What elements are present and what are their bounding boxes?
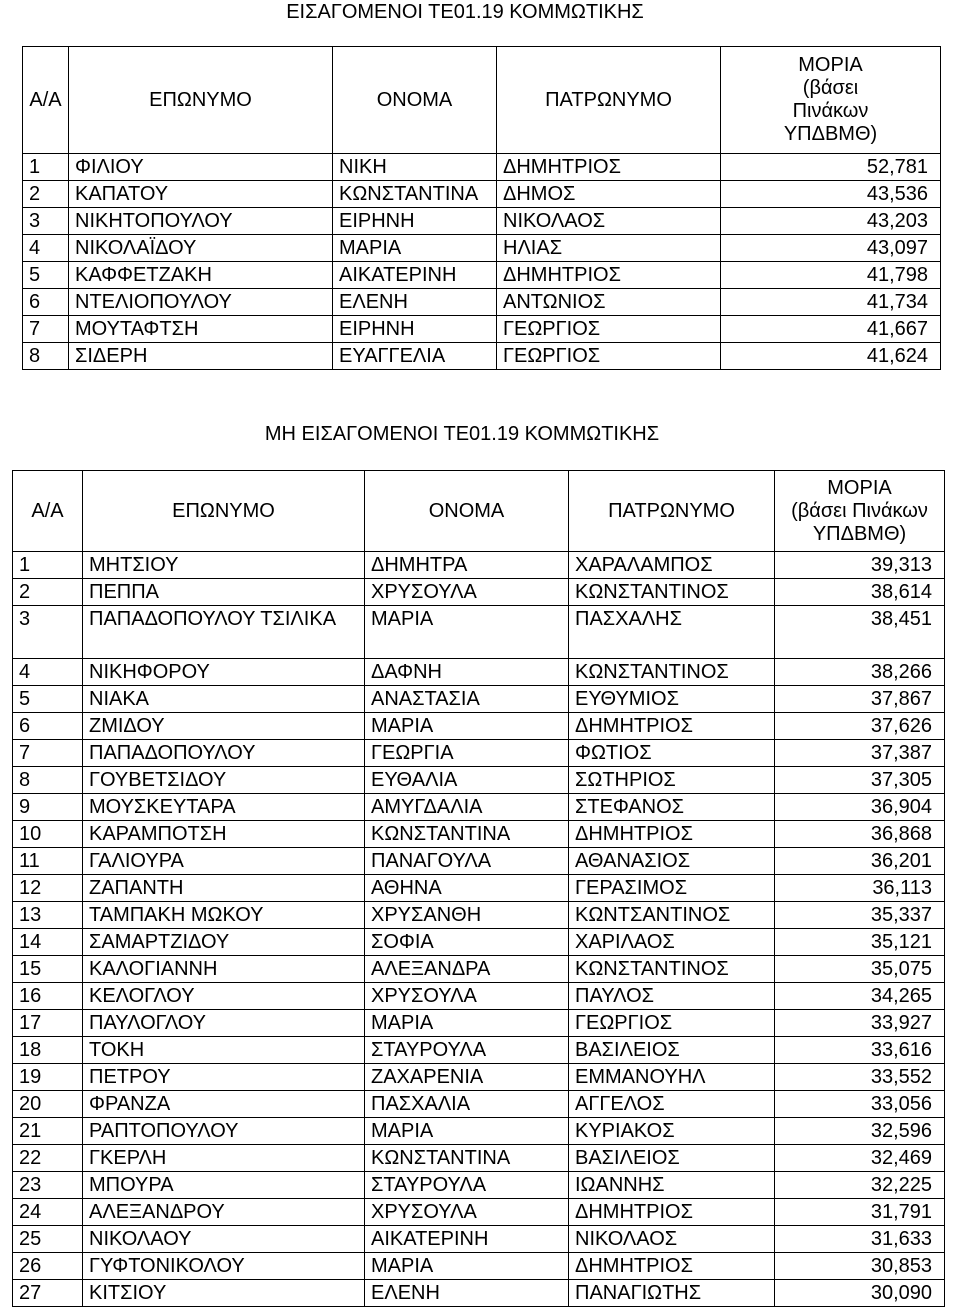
row-number: 12 (13, 875, 83, 902)
surname-cell: ΑΛΕΞΑΝΔΡΟΥ (83, 1199, 365, 1226)
row-number: 17 (13, 1010, 83, 1037)
row-number: 24 (13, 1199, 83, 1226)
points-cell: 43,097 (721, 235, 941, 262)
father-name-cell: ΚΩΝΣΤΑΝΤΙΝΟΣ (569, 659, 775, 686)
table-header-row (13, 471, 945, 552)
surname-cell: ΚΑΛΟΓΙΑΝΝΗ (83, 956, 365, 983)
father-name-cell: ΔΗΜΗΤΡΙΟΣ (569, 821, 775, 848)
table-row (13, 1172, 945, 1199)
name-cell: ΠΑΣΧΑΛΙΑ (365, 1091, 569, 1118)
table-row (13, 902, 945, 929)
name-cell: ΧΡΥΣΟΥΛΑ (365, 983, 569, 1010)
father-name-cell: ΝΙΚΟΛΑΟΣ (569, 1226, 775, 1253)
row-number: 19 (13, 1064, 83, 1091)
points-cell: 30,090 (775, 1280, 945, 1307)
points-cell: 41,624 (721, 343, 941, 370)
table-row (23, 181, 941, 208)
father-name-cell: ΑΝΤΩΝΙΟΣ (497, 289, 721, 316)
father-name-cell: ΠΑΥΛΟΣ (569, 983, 775, 1010)
header-points (775, 471, 945, 552)
surname-cell: ΖΜΙΔΟΥ (83, 713, 365, 740)
header-surname: ΕΠΩΝΥΜΟ (83, 471, 365, 552)
father-name-cell: ΦΩΤΙΟΣ (569, 740, 775, 767)
name-cell: ΚΩΝΣΤΑΝΤΙΝΑ (365, 1145, 569, 1172)
points-cell: 36,201 (775, 848, 945, 875)
name-cell: ΔΑΦΝΗ (365, 659, 569, 686)
table-row (13, 767, 945, 794)
row-number: 5 (13, 686, 83, 713)
surname-cell: ΓΥΦΤΟΝΙΚΟΛΟΥ (83, 1253, 365, 1280)
father-name-cell: ΗΛΙΑΣ (497, 235, 721, 262)
surname-cell: ΠΑΠΑΔΟΠΟΥΛΟΥ ΤΣΙΛΙΚΑ (83, 606, 365, 659)
header-points-line2: (βάσει Πινάκων (791, 499, 928, 522)
table-row (13, 713, 945, 740)
name-cell: ΕΙΡΗΝΗ (333, 208, 497, 235)
surname-cell: ΖΑΠΑΝΤΗ (83, 875, 365, 902)
father-name-cell: ΒΑΣΙΛΕΙΟΣ (569, 1145, 775, 1172)
surname-cell: ΝΙΚΗΦΟΡΟΥ (83, 659, 365, 686)
father-name-cell: ΚΩΝΣΤΑΝΤΙΝΟΣ (569, 956, 775, 983)
row-number: 2 (13, 579, 83, 606)
father-name-cell: ΔΗΜΟΣ (497, 181, 721, 208)
name-cell: ΖΑΧΑΡΕΝΙΑ (365, 1064, 569, 1091)
name-cell: ΚΩΝΣΤΑΝΤΙΝΑ (365, 821, 569, 848)
name-cell: ΑΝΑΣΤΑΣΙΑ (365, 686, 569, 713)
name-cell: ΧΡΥΣΟΥΛΑ (365, 579, 569, 606)
points-cell: 36,904 (775, 794, 945, 821)
row-number: 18 (13, 1037, 83, 1064)
row-number: 16 (13, 983, 83, 1010)
surname-cell: ΤΟΚΗ (83, 1037, 365, 1064)
row-number: 8 (13, 767, 83, 794)
name-cell: ΠΑΝΑΓΟΥΛΑ (365, 848, 569, 875)
row-number: 10 (13, 821, 83, 848)
table-row (13, 1226, 945, 1253)
name-cell: ΜΑΡΙΑ (365, 606, 569, 659)
row-number: 27 (13, 1280, 83, 1307)
points-cell: 38,266 (775, 659, 945, 686)
header-points (721, 47, 941, 154)
points-cell: 43,203 (721, 208, 941, 235)
points-cell: 38,451 (775, 606, 945, 659)
surname-cell: ΠΕΤΡΟΥ (83, 1064, 365, 1091)
name-cell: ΑΙΚΑΤΕΡΙΝΗ (365, 1226, 569, 1253)
surname-cell: ΜΗΤΣΙΟΥ (83, 552, 365, 579)
table-row (23, 154, 941, 181)
points-cell: 30,853 (775, 1253, 945, 1280)
surname-cell: ΓΚΕΡΛΗ (83, 1145, 365, 1172)
row-number: 14 (13, 929, 83, 956)
surname-cell: ΚΑΦΦΕΤΖΑΚΗ (69, 262, 333, 289)
name-cell: ΑΛΕΞΑΝΔΡΑ (365, 956, 569, 983)
name-cell: ΕΙΡΗΝΗ (333, 316, 497, 343)
father-name-cell: ΧΑΡΑΛΑΜΠΟΣ (569, 552, 775, 579)
father-name-cell: ΓΕΡΑΣΙΜΟΣ (569, 875, 775, 902)
father-name-cell: ΑΘΑΝΑΣΙΟΣ (569, 848, 775, 875)
table-row (23, 262, 941, 289)
table-row (13, 1010, 945, 1037)
table-row (13, 1064, 945, 1091)
father-name-cell: ΙΩΑΝΝΗΣ (569, 1172, 775, 1199)
row-number: 3 (13, 606, 83, 659)
table-row (13, 956, 945, 983)
header-name: ΟΝΟΜΑ (333, 47, 497, 154)
name-cell: ΚΩΝΣΤΑΝΤΙΝΑ (333, 181, 497, 208)
points-cell: 41,798 (721, 262, 941, 289)
table-row (13, 848, 945, 875)
table-row (23, 208, 941, 235)
header-points-line1: ΜΟΡΙΑ (827, 476, 892, 499)
points-cell: 43,536 (721, 181, 941, 208)
header-points-line2: (βάσει (802, 77, 859, 99)
points-cell: 41,734 (721, 289, 941, 316)
table-row (13, 740, 945, 767)
points-cell: 38,614 (775, 579, 945, 606)
surname-cell: ΚΙΤΣΙΟΥ (83, 1280, 365, 1307)
header-father: ΠΑΤΡΩΝΥΜΟ (569, 471, 775, 552)
table-row (13, 875, 945, 902)
row-number: 7 (23, 316, 69, 343)
surname-cell: ΦΡΑΝΖΑ (83, 1091, 365, 1118)
father-name-cell: ΕΥΘΥΜΙΟΣ (569, 686, 775, 713)
row-number: 21 (13, 1118, 83, 1145)
row-number: 8 (23, 343, 69, 370)
row-number: 1 (13, 552, 83, 579)
points-cell: 31,791 (775, 1199, 945, 1226)
name-cell: ΕΥΑΓΓΕΛΙΑ (333, 343, 497, 370)
not-admitted-table (12, 470, 945, 1307)
table-row (13, 1037, 945, 1064)
father-name-cell: ΔΗΜΗΤΡΙΟΣ (497, 262, 721, 289)
father-name-cell: ΚΩΝΣΤΑΝΤΙΝΟΣ (569, 579, 775, 606)
points-cell: 37,867 (775, 686, 945, 713)
father-name-cell: ΔΗΜΗΤΡΙΟΣ (569, 1253, 775, 1280)
surname-cell: ΠΑΠΑΔΟΠΟΥΛΟΥ (83, 740, 365, 767)
surname-cell: ΚΕΛΟΓΛΟΥ (83, 983, 365, 1010)
section2-title: ΜΗ ΕΙΣΑΓΟΜΕΝΟΙ ΤΕ01.19 ΚΟΜΜΩΤΙΚΗΣ (264, 423, 660, 445)
points-cell: 39,313 (775, 552, 945, 579)
father-name-cell: ΓΕΩΡΓΙΟΣ (497, 343, 721, 370)
points-cell: 36,868 (775, 821, 945, 848)
row-number: 15 (13, 956, 83, 983)
points-cell: 52,781 (721, 154, 941, 181)
father-name-cell: ΕΜΜΑΝΟΥΗΛ (569, 1064, 775, 1091)
table-row (23, 235, 941, 262)
surname-cell: ΝΙΚΟΛΑΟΥ (83, 1226, 365, 1253)
father-name-cell: ΔΗΜΗΤΡΙΟΣ (497, 154, 721, 181)
name-cell: ΜΑΡΙΑ (365, 1253, 569, 1280)
section1-title: ΕΙΣΑΓΟΜΕΝΟΙ ΤΕ01.19 ΚΟΜΜΩΤΙΚΗΣ (286, 1, 644, 23)
surname-cell: ΣΑΜΑΡΤΖΙΔΟΥ (83, 929, 365, 956)
table-row (23, 343, 941, 370)
header-aa: Α/Α (23, 47, 69, 154)
table-row (13, 659, 945, 686)
surname-cell: ΝΙΚΗΤΟΠΟΥΛΟΥ (69, 208, 333, 235)
surname-cell: ΓΟΥΒΕΤΣΙΔΟΥ (83, 767, 365, 794)
table-row (13, 1280, 945, 1307)
name-cell: ΜΑΡΙΑ (365, 1010, 569, 1037)
header-surname: ΕΠΩΝΥΜΟ (69, 47, 333, 154)
surname-cell: ΚΑΡΑΜΠΟΤΣΗ (83, 821, 365, 848)
surname-cell: ΤΑΜΠΑΚΗ ΜΩΚΟΥ (83, 902, 365, 929)
father-name-cell: ΓΕΩΡΓΙΟΣ (569, 1010, 775, 1037)
points-cell: 32,596 (775, 1118, 945, 1145)
points-cell: 32,469 (775, 1145, 945, 1172)
surname-cell: ΜΠΟΥΡΑ (83, 1172, 365, 1199)
header-points-line3: Πινάκων (792, 100, 869, 122)
table-row (13, 579, 945, 606)
name-cell: ΑΙΚΑΤΕΡΙΝΗ (333, 262, 497, 289)
father-name-cell: ΧΑΡΙΛΑΟΣ (569, 929, 775, 956)
father-name-cell: ΠΑΣΧΑΛΗΣ (569, 606, 775, 659)
name-cell: ΕΛΕΝΗ (333, 289, 497, 316)
row-number: 6 (13, 713, 83, 740)
row-number: 4 (13, 659, 83, 686)
row-number: 13 (13, 902, 83, 929)
name-cell: ΣΟΦΙΑ (365, 929, 569, 956)
father-name-cell: ΝΙΚΟΛΑΟΣ (497, 208, 721, 235)
points-cell: 37,387 (775, 740, 945, 767)
name-cell: ΓΕΩΡΓΙΑ (365, 740, 569, 767)
header-points-line1: ΜΟΡΙΑ (798, 54, 863, 76)
surname-cell: ΝΙΚΟΛΑΪΔΟΥ (69, 235, 333, 262)
row-number: 7 (13, 740, 83, 767)
surname-cell: ΝΙΑΚΑ (83, 686, 365, 713)
header-father: ΠΑΤΡΩΝΥΜΟ (497, 47, 721, 154)
father-name-cell: ΠΑΝΑΓΙΩΤΗΣ (569, 1280, 775, 1307)
table-row (13, 929, 945, 956)
table-row (13, 1253, 945, 1280)
name-cell: ΕΛΕΝΗ (365, 1280, 569, 1307)
points-cell: 35,075 (775, 956, 945, 983)
points-cell: 33,056 (775, 1091, 945, 1118)
name-cell: ΣΤΑΥΡΟΥΛΑ (365, 1172, 569, 1199)
surname-cell: ΚΑΠΑΤΟΥ (69, 181, 333, 208)
row-number: 25 (13, 1226, 83, 1253)
father-name-cell: ΑΓΓΕΛΟΣ (569, 1091, 775, 1118)
points-cell: 37,305 (775, 767, 945, 794)
table-row (13, 821, 945, 848)
surname-cell: ΜΟΥΣΚΕΥΤΑΡΑ (83, 794, 365, 821)
surname-cell: ΡΑΠΤΟΠΟΥΛΟΥ (83, 1118, 365, 1145)
name-cell: ΔΗΜΗΤΡΑ (365, 552, 569, 579)
table-row (13, 606, 945, 659)
points-cell: 34,265 (775, 983, 945, 1010)
surname-cell: ΣΙΔΕΡΗ (69, 343, 333, 370)
header-points-line4: ΥΠΔΒΜΘ) (783, 123, 878, 145)
points-cell: 33,927 (775, 1010, 945, 1037)
name-cell: ΕΥΘΑΛΙΑ (365, 767, 569, 794)
name-cell: ΣΤΑΥΡΟΥΛΑ (365, 1037, 569, 1064)
name-cell: ΧΡΥΣΑΝΘΗ (365, 902, 569, 929)
points-cell: 36,113 (775, 875, 945, 902)
points-cell: 31,633 (775, 1226, 945, 1253)
father-name-cell: ΣΤΕΦΑΝΟΣ (569, 794, 775, 821)
header-aa: Α/Α (13, 471, 83, 552)
points-cell: 35,121 (775, 929, 945, 956)
row-number: 5 (23, 262, 69, 289)
points-cell: 37,626 (775, 713, 945, 740)
father-name-cell: ΓΕΩΡΓΙΟΣ (497, 316, 721, 343)
name-cell: ΧΡΥΣΟΥΛΑ (365, 1199, 569, 1226)
father-name-cell: ΣΩΤΗΡΙΟΣ (569, 767, 775, 794)
points-cell: 41,667 (721, 316, 941, 343)
points-cell: 33,616 (775, 1037, 945, 1064)
points-cell: 33,552 (775, 1064, 945, 1091)
father-name-cell: ΔΗΜΗΤΡΙΟΣ (569, 1199, 775, 1226)
row-number: 26 (13, 1253, 83, 1280)
table-row (13, 1199, 945, 1226)
row-number: 11 (13, 848, 83, 875)
name-cell: ΜΑΡΙΑ (365, 713, 569, 740)
row-number: 1 (23, 154, 69, 181)
surname-cell: ΠΑΥΛΟΓΛΟΥ (83, 1010, 365, 1037)
row-number: 23 (13, 1172, 83, 1199)
row-number: 22 (13, 1145, 83, 1172)
points-cell: 32,225 (775, 1172, 945, 1199)
row-number: 4 (23, 235, 69, 262)
table-row (13, 1091, 945, 1118)
surname-cell: ΦΙΛΙΟΥ (69, 154, 333, 181)
surname-cell: ΜΟΥΤΑΦΤΣΗ (69, 316, 333, 343)
father-name-cell: ΒΑΣΙΛΕΙΟΣ (569, 1037, 775, 1064)
name-cell: ΑΜΥΓΔΑΛΙΑ (365, 794, 569, 821)
name-cell: ΜΑΡΙΑ (365, 1118, 569, 1145)
surname-cell: ΝΤΕΛΙΟΠΟΥΛΟΥ (69, 289, 333, 316)
table-row (13, 983, 945, 1010)
points-cell: 35,337 (775, 902, 945, 929)
name-cell: ΑΘΗΝΑ (365, 875, 569, 902)
table-row (13, 794, 945, 821)
header-name: ΟΝΟΜΑ (365, 471, 569, 552)
name-cell: ΝΙΚΗ (333, 154, 497, 181)
table-row (13, 552, 945, 579)
table-header-row (23, 47, 941, 154)
table-row (13, 686, 945, 713)
father-name-cell: ΚΩΝΤΣΑΝΤΙΝΟΣ (569, 902, 775, 929)
table-row (23, 289, 941, 316)
row-number: 20 (13, 1091, 83, 1118)
table-row (13, 1145, 945, 1172)
admitted-table (22, 46, 941, 370)
row-number: 2 (23, 181, 69, 208)
table-row (13, 1118, 945, 1145)
father-name-cell: ΚΥΡΙΑΚΟΣ (569, 1118, 775, 1145)
header-points-line3: ΥΠΔΒΜΘ) (812, 522, 907, 545)
name-cell: ΜΑΡΙΑ (333, 235, 497, 262)
table-row (23, 316, 941, 343)
row-number: 6 (23, 289, 69, 316)
row-number: 3 (23, 208, 69, 235)
row-number: 9 (13, 794, 83, 821)
father-name-cell: ΔΗΜΗΤΡΙΟΣ (569, 713, 775, 740)
surname-cell: ΓΑΛΙΟΥΡΑ (83, 848, 365, 875)
surname-cell: ΠΕΠΠΑ (83, 579, 365, 606)
